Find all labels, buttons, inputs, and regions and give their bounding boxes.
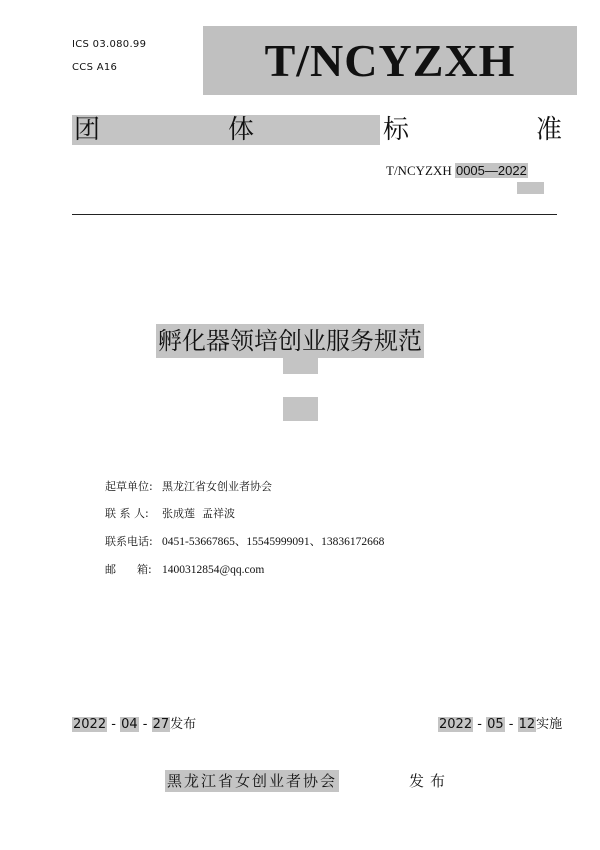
- standard-type-char-3: 标: [383, 115, 410, 145]
- publishing-association: 黑龙江省女创业者协会: [167, 772, 338, 790]
- issue-date: [72, 716, 196, 734]
- impl-month: 05: [487, 717, 504, 732]
- contact-person-label: 联 系 人:: [105, 507, 149, 520]
- title-placeholder-block-2: [283, 397, 318, 421]
- ics-code: ICS 03.080.99: [72, 39, 147, 50]
- drafter-label: 起草单位:: [105, 480, 153, 493]
- impl-day: 12: [518, 717, 536, 732]
- publish-label: 发布: [409, 772, 452, 790]
- standard-code-number: 0005—2022: [455, 163, 527, 178]
- standard-code-prefix: T/NCYZXH: [386, 163, 452, 178]
- issue-suffix: 发布: [170, 717, 197, 732]
- issue-day: 27: [152, 717, 170, 732]
- email-row: [105, 563, 264, 577]
- issue-year: 2022: [73, 717, 107, 732]
- logo-text: T/NCYZXH: [264, 35, 516, 86]
- phone-value: 0451-53667865、15545999091、13836172668: [162, 536, 385, 548]
- impl-sep-2: -: [508, 717, 514, 732]
- standard-type-heading: [72, 114, 563, 146]
- impl-suffix: 实施: [536, 717, 563, 732]
- phone-label: 联系电话:: [105, 535, 153, 548]
- issue-month: 04: [121, 717, 138, 732]
- email-label: 邮 箱:: [105, 563, 152, 576]
- standard-logo: [203, 26, 577, 95]
- issue-sep-2: -: [142, 717, 148, 732]
- ccs-code: CCS A16: [72, 62, 118, 73]
- impl-year: 2022: [439, 717, 473, 732]
- contact-person-row: [105, 507, 235, 521]
- document-title: 孵化器领培创业服务规范: [156, 324, 424, 358]
- standard-type-char-2: 体: [228, 115, 255, 145]
- impl-sep-1: -: [477, 717, 482, 732]
- code-highlight-block: [517, 182, 544, 194]
- issue-sep-1: -: [111, 717, 116, 732]
- drafter-value: 黑龙江省女创业者协会: [162, 480, 272, 493]
- drafter-row: [105, 480, 272, 494]
- implementation-date: [438, 716, 562, 734]
- standard-code: [386, 163, 528, 179]
- contact-person-value: 张成莲 孟祥波: [162, 507, 235, 520]
- standard-type-char-1: 团: [74, 115, 101, 145]
- email-value: 1400312854@qq.com: [162, 564, 265, 576]
- standard-type-char-4: 准: [536, 115, 563, 145]
- phone-row: [105, 535, 384, 549]
- header-divider: [72, 214, 557, 215]
- title-placeholder-block-1: [283, 358, 318, 374]
- standard-type-highlight: [72, 115, 380, 145]
